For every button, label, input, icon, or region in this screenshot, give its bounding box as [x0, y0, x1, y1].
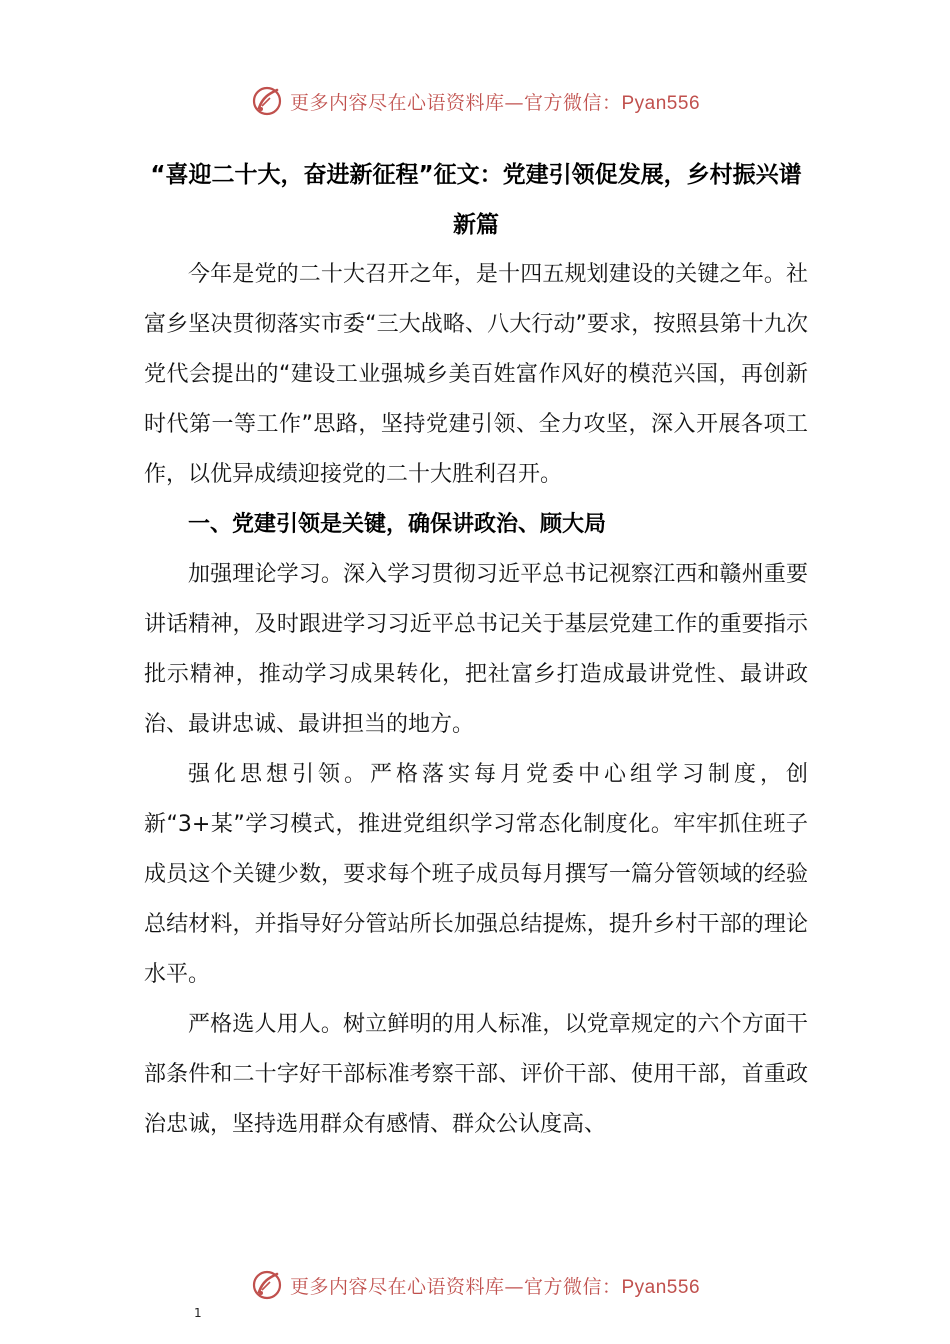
section-heading: 一、党建引领是关键，确保讲政治、顾大局: [188, 512, 607, 537]
intro-paragraph: 今年是党的二十大召开之年，是十四五规划建设的关键之年。社富乡坚决贯彻落实市委“三大战略、八大行动”要求，按照县第十九次党代会提出的“建设工业强城乡美百姓富作风好的模范兴国，再创新时代第一等工作”思路，坚持党建引领、全力攻坚，深入开展各项工作，以优异成绩迎接党的二十大胜利召开。: [144, 262, 808, 487]
watermark-text: 更多内容尽在心语资料库—官方微信：Pyan556: [289, 91, 701, 114]
header-watermark: [0, 84, 950, 118]
section-paragraph: 严格选人用人。树立鲜明的用人标准，以党章规定的六个方面干部条件和二十字好干部标准考察干部、评价干部、使用干部，首重政治忠诚，坚持选用群众有感情、群众公认度高、: [144, 1012, 808, 1137]
watermark-text: 更多内容尽在心语资料库—官方微信：Pyan556: [289, 1275, 701, 1298]
footer-watermark: [0, 1268, 950, 1302]
section-paragraph: 强化思想引领。严格落实每月党委中心组学习制度，创新“3+某”学习模式，推进党组织学习常态化制度化。牢牢抓住班子成员这个关键少数，要求每个班子成员每月撰写一篇分管领域的经验总结材料，并指导好分管站所长加强总结提炼，提升乡村干部的理论水平。: [144, 762, 808, 987]
watermark-logo-icon: [250, 84, 284, 118]
watermark-wechat: Pyan556: [621, 92, 701, 114]
section-paragraph: 加强理论学习。深入学习贯彻习近平总书记视察江西和赣州重要讲话精神，及时跟进学习习近平总书记关于基层党建工作的重要指示批示精神，推动学习成果转化，把社富乡打造成最讲党性、最讲政治、最讲忠诚、最讲担当的地方。: [144, 562, 808, 737]
page-number: 1: [194, 1306, 202, 1320]
document-body: [144, 150, 808, 1150]
watermark-wechat: Pyan556: [621, 1276, 701, 1298]
document-title: “喜迎二十大，奋进新征程”征文：党建引领促发展，乡村振兴谱新篇: [150, 162, 802, 238]
watermark-logo-icon: [250, 1268, 284, 1302]
